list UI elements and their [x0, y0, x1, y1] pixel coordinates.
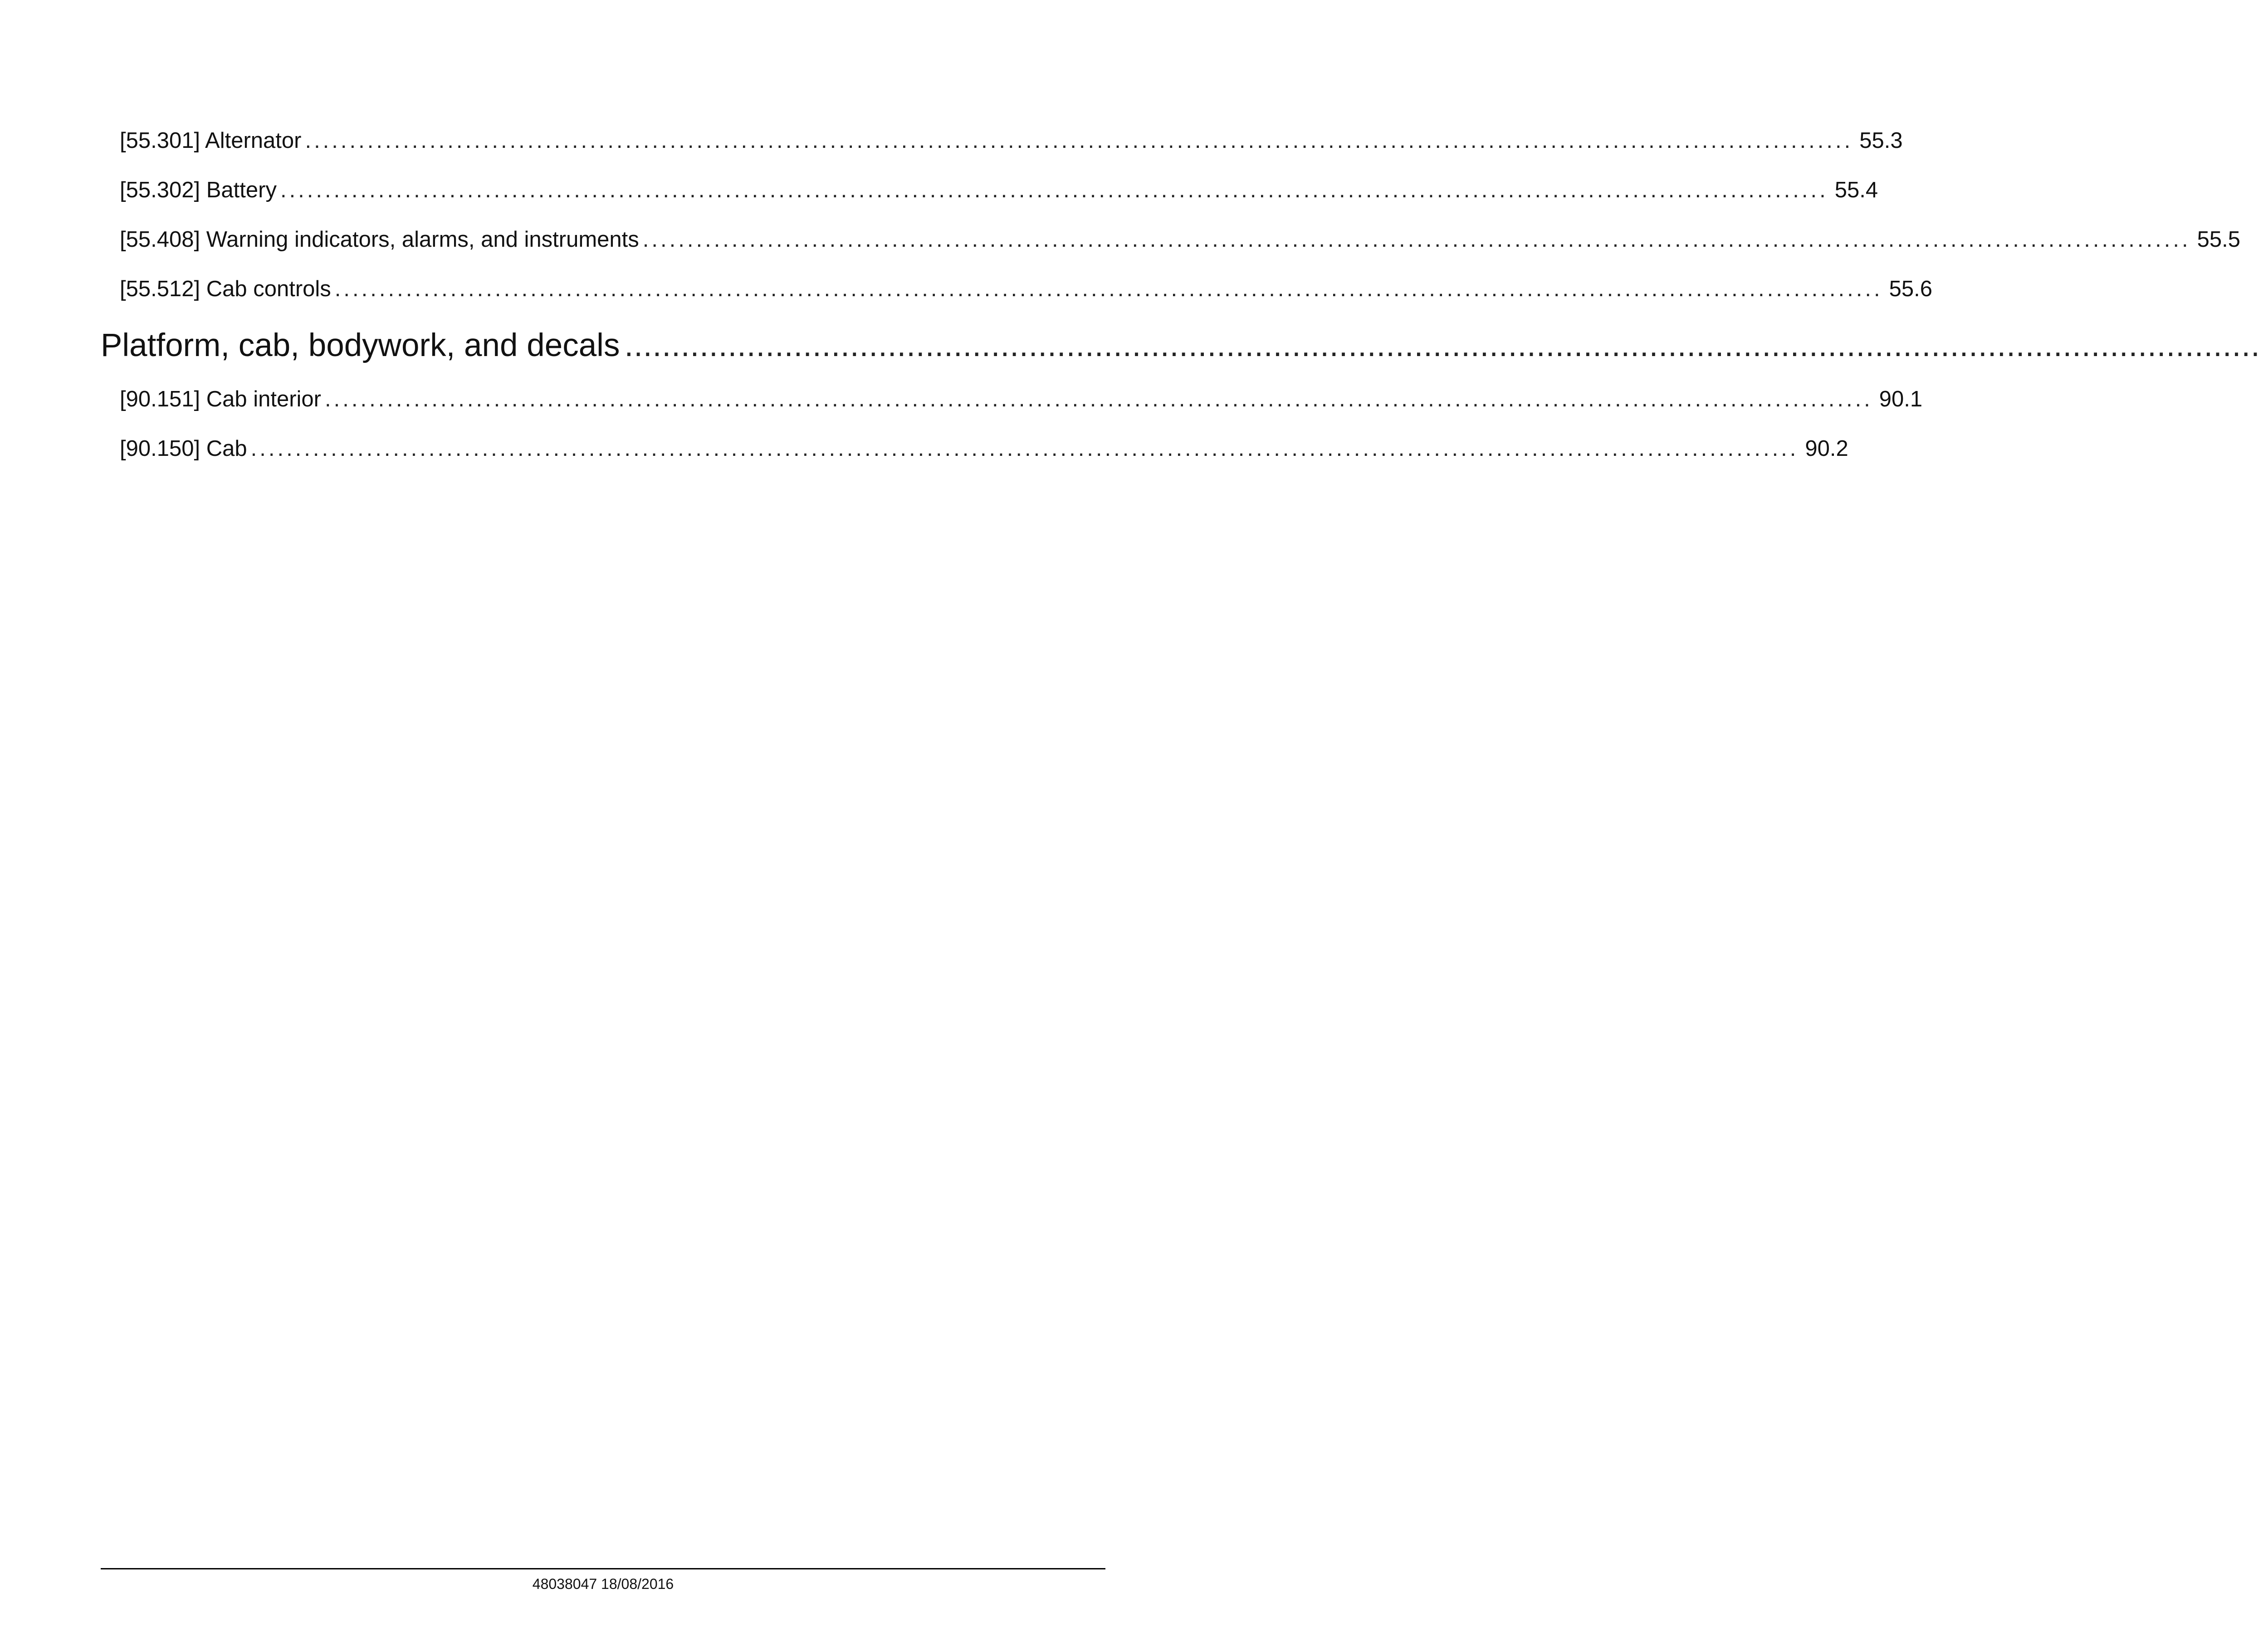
toc-entry-page: 90.1 [1879, 387, 1923, 411]
toc-entry[interactable] [120, 177, 1878, 203]
dot-leader: .............................................................................................................................................................................. [305, 128, 1853, 153]
footer-divider [101, 1568, 1105, 1569]
toc-entry-title: [90.150] Cab [120, 436, 247, 461]
dot-leader: .............................................................................................................................................................................. [325, 387, 1873, 411]
dot-leader: .............................................................................................................................................................................. [334, 277, 1883, 301]
toc-entry[interactable] [120, 386, 1923, 412]
footer-document-id: 48038047 18/08/2016 [532, 1576, 674, 1592]
toc-entry[interactable] [120, 128, 1903, 153]
toc-entry-page: 55.5 [2197, 227, 2240, 252]
dot-leader: .............................................................................................................................................................................. [642, 227, 2191, 252]
toc-entry[interactable] [120, 227, 2240, 252]
toc-section-title: Platform, cab, bodywork, and decals [101, 327, 620, 363]
toc-entry-page: 55.6 [1889, 277, 1932, 301]
toc-entry-title: [55.301] Alternator [120, 128, 302, 153]
toc-entry-title: [55.512] Cab controls [120, 277, 331, 301]
dot-leader: .............................................................................................................................................................................. [624, 327, 2260, 363]
toc-entry-title: [55.408] Warning indicators, alarms, and instruments [120, 227, 639, 252]
toc-entry-page: 55.4 [1834, 178, 1878, 202]
dot-leader: .............................................................................................................................................................................. [250, 436, 1799, 461]
toc-section-heading[interactable] [101, 327, 2260, 364]
toc-entry-title: [55.302] Battery [120, 178, 277, 202]
toc-entry-page: 90.2 [1805, 436, 1848, 461]
toc-entry[interactable] [120, 276, 1932, 302]
toc-entry[interactable] [120, 436, 1848, 461]
toc-entry-title: [90.151] Cab interior [120, 387, 321, 411]
toc-entry-page: 55.3 [1859, 128, 1903, 153]
dot-leader: .............................................................................................................................................................................. [280, 178, 1828, 202]
